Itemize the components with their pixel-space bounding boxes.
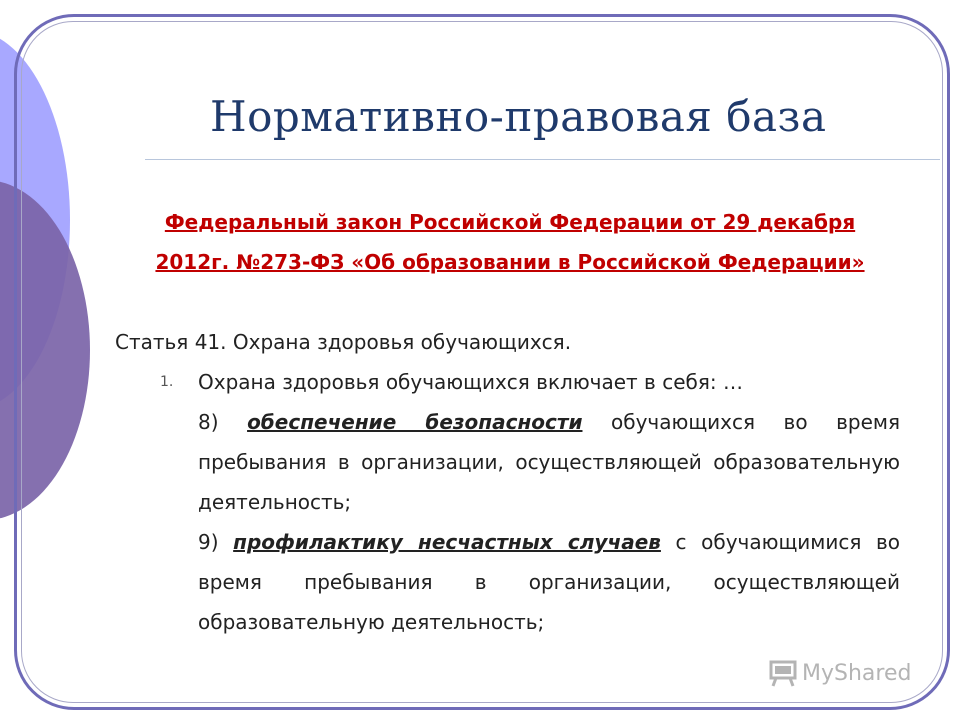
paragraph-8-emphasis: обеспечение безопасности (247, 410, 583, 434)
paragraph-9 (198, 522, 900, 642)
watermark-text: MyShared (802, 660, 912, 686)
list-item-text: Охрана здоровья обучающихся включает в себя: … (198, 370, 743, 394)
paragraph-9-emphasis: профилактику несчастных случаев (233, 530, 661, 554)
presentation-board-icon (768, 658, 798, 688)
title-divider (145, 159, 940, 160)
paragraph-8-prefix: 8) (198, 410, 219, 434)
law-link[interactable]: Федеральный закон Российской Федерации от 29 декабря 2012г. №273-ФЗ «Об образовании в Российской Федерации» (155, 210, 865, 274)
paragraph-9-rest: с обучающимися во время пребывания в организации, осуществляющей образовательную деятельность; (198, 530, 901, 634)
paragraph-8 (198, 402, 900, 522)
article-heading: Статья 41. Охрана здоровья обучающихся. (115, 330, 572, 354)
paragraph-8-rest: обучающихся во время пребывания в организации, осуществляющей образовательную деятельность; (198, 410, 901, 514)
paragraph-9-prefix: 9) (198, 530, 219, 554)
slide-title: Нормативно-правовая база (210, 92, 827, 141)
watermark-logo (768, 658, 911, 688)
list-item-number: 1. (160, 374, 174, 390)
